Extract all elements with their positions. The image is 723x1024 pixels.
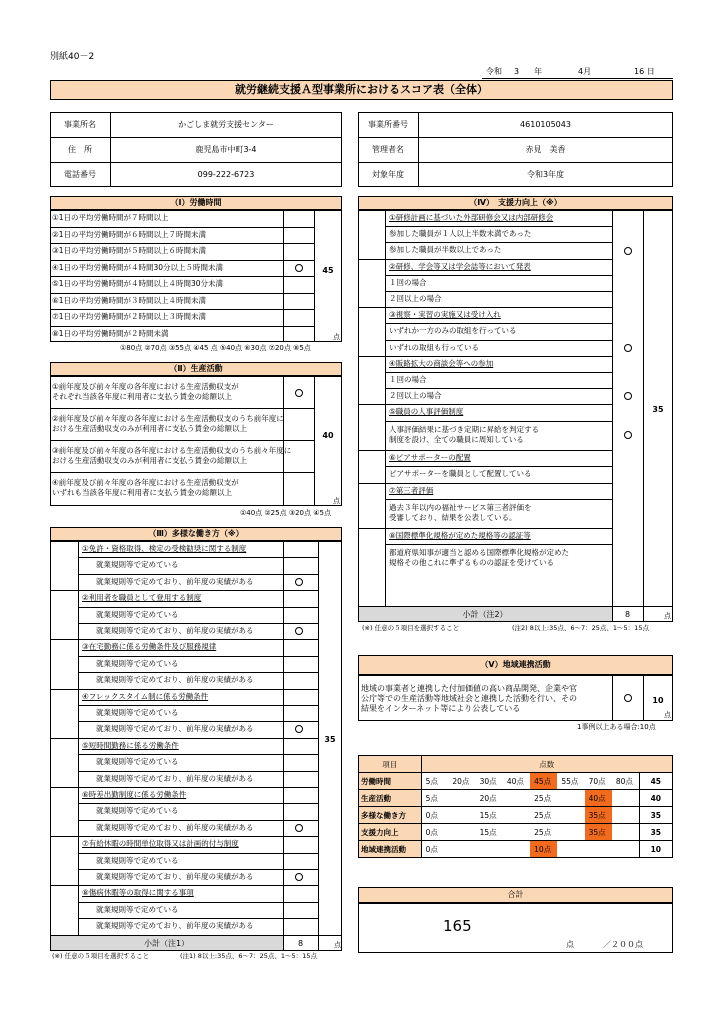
section-4-subtotal-label: 小計（注2）	[462, 610, 508, 619]
row-divider	[358, 528, 612, 529]
row-divider	[385, 242, 612, 243]
summary-points-cell: 20点	[476, 790, 503, 807]
row-divider	[385, 291, 612, 292]
row-divider	[50, 276, 314, 277]
row-divider	[50, 227, 314, 228]
row-divider	[78, 853, 318, 854]
row-divider	[50, 243, 314, 244]
row-divider	[50, 590, 318, 591]
summary-points-cell	[612, 790, 639, 807]
row-divider	[50, 836, 318, 837]
section-5-note: 1事例以上ある場合:10点	[577, 723, 656, 731]
row-divider	[78, 623, 318, 624]
support-group-title: ⑥ピアサポーターの配置	[389, 453, 471, 463]
section-3-subtotal-label: 小計（注1）	[143, 939, 190, 948]
row-divider	[78, 721, 318, 722]
summary-points-cell: 40点	[503, 773, 530, 790]
row-divider	[50, 639, 318, 640]
work-style-option: 就業規則等で定めており、前年度の実績がある	[96, 872, 254, 881]
section-4-title: （Ⅳ） 支援力向上（※）	[469, 198, 562, 207]
summary-points-cell: 15点	[476, 824, 503, 841]
production-option-line-2: おける生産活動収支のみが利用者に支払う賃金の総額以上	[52, 424, 247, 433]
summary-points-cell: 20点	[448, 773, 475, 790]
summary-row-total: 10	[639, 841, 672, 858]
support-group-title: ②研修、学会等又は学会誌等において発表	[389, 261, 531, 271]
work-style-option: 就業規則等で定めている	[96, 708, 179, 717]
selected-circle-icon	[624, 247, 632, 255]
selected-circle-icon	[295, 627, 303, 635]
production-option-line-1: ①前年度及び前々年度の各年度における生産活動収支が	[52, 382, 239, 391]
summary-points-cell	[557, 824, 584, 841]
summary-row-total: 40	[639, 790, 672, 807]
total-label: 合計	[507, 890, 524, 899]
section-5-text-3: 結果をインターネット等により公表している	[361, 704, 521, 713]
row-divider	[385, 544, 612, 545]
row-divider	[78, 803, 318, 804]
summary-row-label: 地域連携活動	[359, 841, 422, 858]
support-option: １回の場合	[389, 375, 427, 384]
selected-circle-icon	[295, 264, 303, 272]
summary-points-cell	[557, 841, 584, 858]
section-5-unit: 点	[664, 711, 671, 719]
section-3-subtotal-value: 8	[297, 939, 304, 948]
work-style-option: 就業規則等で定めており、前年度の実績がある	[96, 822, 254, 832]
work-style-group-title: ④フレックスタイム制に係る労働条件	[82, 691, 209, 701]
support-option-line-1: 人事評価結果に基づき定期に昇給を判定する	[389, 424, 539, 434]
target-year-label: 対象年度	[372, 170, 404, 179]
manager-label: 管理者名	[372, 145, 404, 154]
summary-points-cell	[448, 841, 475, 858]
work-style-option: 就業規則等で定めている	[96, 904, 179, 914]
selected-circle-icon	[295, 389, 303, 397]
support-group-title: ⑦第三者評価	[389, 485, 434, 495]
page-title: 就労継続支援Ａ型事業所におけるスコア表（全体）	[235, 83, 488, 96]
support-option-line-2: 制度を設け、全ての職員に周知している	[389, 434, 524, 444]
working-hours-option: ⑦1日の平均労働時間が２時間以上３時間未満	[52, 312, 206, 321]
support-option: いずれの取組も行っている	[389, 342, 479, 352]
summary-points-cell	[503, 790, 530, 807]
support-option: ２回以上の場合	[389, 391, 442, 401]
row-divider	[358, 404, 612, 405]
total-value: 165	[443, 917, 472, 935]
row-divider	[50, 738, 318, 739]
row-divider	[385, 466, 612, 467]
section-1-unit: 点	[333, 333, 340, 341]
row-divider	[78, 672, 318, 673]
section-3-note-left: (※) 任意の５項目を選択すること	[52, 952, 150, 960]
office-number-value: 4610105043	[520, 120, 571, 129]
summary-points-cell: 70点	[585, 773, 612, 790]
summary-item-header: 項目	[359, 756, 422, 773]
work-style-option: 就業規則等で定めており、前年度の実績がある	[96, 773, 254, 783]
section-1-legend: ①80点 ②70点 ③55点 ④45 点 ⑤40点 ⑥30点 ⑦20点 ⑧5点	[120, 344, 311, 352]
manager-value: 赤見 美香	[525, 145, 566, 154]
working-hours-option: ①1日の平均労働時間が７時間以上	[52, 213, 169, 222]
summary-row-total: 45	[639, 773, 672, 790]
summary-points-cell: 25点	[530, 824, 557, 841]
row-divider	[78, 869, 318, 870]
summary-points-cell	[503, 807, 530, 824]
row-divider	[385, 226, 612, 227]
summary-points-cell	[448, 824, 475, 841]
office-number-label: 事業所番号	[368, 120, 408, 129]
work-style-option: 就業規則等で定めている	[96, 658, 179, 668]
working-hours-option: ④1日の平均労働時間が４時間30分以上５時間未満	[52, 262, 224, 272]
section-2-title: （Ⅱ）生産活動	[169, 364, 223, 373]
phone-label: 電話番号	[64, 170, 96, 179]
work-style-option: 就業規則等で定めており、前年度の実績がある	[96, 921, 254, 931]
row-divider	[358, 259, 612, 260]
summary-points-cell: 0点	[421, 807, 448, 824]
selected-circle-icon	[295, 824, 303, 832]
row-divider	[358, 356, 612, 357]
summary-points-cell	[557, 790, 584, 807]
row-divider	[385, 388, 612, 389]
summary-points-cell	[448, 790, 475, 807]
row-divider	[385, 372, 612, 373]
row-divider	[50, 326, 314, 327]
target-year-value: 令和3年度	[526, 170, 565, 179]
row-divider	[358, 483, 612, 484]
support-group-title: ④販路拡大の商談会等への参加	[389, 358, 494, 368]
section-3-title: （Ⅲ）多様な働き方（※）	[148, 529, 244, 538]
address-label: 住 所	[68, 145, 92, 154]
section-4-unit: 点	[664, 612, 671, 620]
summary-points-cell: 25点	[530, 807, 557, 824]
working-hours-option: ⑧1日の平均労働時間が２時間未満	[52, 328, 169, 338]
row-divider	[385, 499, 612, 500]
support-option-line-1: 過去３年以内の福祉サービス第三者評価を	[389, 502, 532, 512]
summary-points-cell: 0点	[421, 824, 448, 841]
office-name-label: 事業所名	[64, 120, 96, 129]
production-option-line-1: ④前年度及び前々年度の各年度における生産活動収支が	[52, 478, 239, 487]
working-hours-option: ⑤1日の平均労働時間が４時間以上４時間30分未満	[52, 279, 224, 288]
work-style-group-title: ①免許・資格取得、検定の受検勧奨に関する制度	[82, 544, 247, 553]
support-option-line-2: 規格その他これに準ずるものの認証を受けている	[389, 558, 554, 568]
section-5-text-1: 地域の事業者と連携した付加価値の高い商品開発、企業や官	[361, 684, 577, 693]
support-option: 参加した職員が半数以上であった	[389, 245, 502, 255]
total-unit: 点	[566, 940, 574, 949]
row-divider	[78, 557, 318, 558]
row-divider	[78, 574, 318, 575]
summary-points-cell	[448, 807, 475, 824]
summary-points-cell	[503, 824, 530, 841]
production-option-line-1: ②前年度及び前々年度の各年度における生産活動収支のうち前年度に	[52, 414, 284, 423]
work-style-option: 就業規則等で定めている	[96, 560, 179, 570]
row-divider	[385, 323, 612, 324]
office-name-value: かごしま就労支援センター	[178, 120, 274, 129]
summary-points-cell: 0点	[421, 841, 448, 858]
row-divider	[78, 771, 318, 772]
row-divider	[78, 705, 318, 706]
support-option: １回の場合	[389, 277, 427, 287]
row-divider	[358, 450, 612, 451]
row-divider	[78, 607, 318, 608]
section-5-title: （Ⅴ）地域連携活動	[480, 660, 551, 669]
working-hours-option: ⑥1日の平均労働時間が３時間以上４時間未満	[52, 295, 206, 305]
working-hours-option: ②1日の平均労働時間が６時間以上７時間未満	[52, 229, 206, 239]
section-3-unit: 点	[334, 941, 341, 949]
summary-points-header: 点数	[421, 756, 672, 773]
support-option: ２回以上の場合	[389, 294, 442, 303]
support-group-title: ③視察・実習の実施又は受け入れ	[389, 310, 501, 320]
summary-points-cell	[503, 841, 530, 858]
row-divider	[385, 421, 612, 422]
support-group-title: ①研修計画に基づいた外部研修会又は内部研修会	[389, 213, 554, 222]
work-style-option: 就業規則等で定めており、前年度の実績がある	[96, 675, 254, 685]
support-option-line-1: 都道府県知事が適当と認める国際標準化規格が定めた	[389, 548, 569, 558]
row-divider	[50, 689, 318, 690]
date-era: 令和	[486, 67, 502, 76]
row-divider	[78, 820, 318, 821]
score-summary-table	[358, 755, 673, 858]
row-divider	[50, 885, 318, 886]
summary-points-cell: 45点	[530, 773, 557, 790]
support-group-title: ⑤職員の人事評価制度	[389, 407, 464, 417]
selected-circle-icon	[295, 873, 303, 881]
selected-circle-icon	[295, 578, 303, 586]
work-style-option: 就業規則等で定めている	[96, 806, 179, 816]
phone-value: 099-222-6723	[197, 170, 255, 179]
summary-row-total: 35	[639, 824, 672, 841]
work-style-group-title: ⑦有給休暇の時間単位取得又は計画的付与制度	[82, 839, 239, 849]
summary-row-label: 労働時間	[359, 773, 422, 790]
section-2-score: 40	[322, 431, 334, 440]
work-style-option: 就業規則等で定めており、前年度の実績がある	[96, 626, 254, 635]
row-divider	[385, 275, 612, 276]
work-style-group-title: ③在宅勤務に係る労働条件及び服務規律	[82, 642, 217, 652]
summary-points-cell	[476, 841, 503, 858]
row-divider	[78, 902, 318, 903]
section-4-score: 35	[652, 405, 664, 414]
production-option-line-2: いずれも当該各年度に利用者に支払う賃金の総額以上	[52, 488, 232, 497]
summary-points-cell: 40点	[585, 790, 612, 807]
summary-points-cell: 30点	[476, 773, 503, 790]
document-reference: 別紙40－2	[50, 52, 95, 62]
summary-points-cell: 80点	[612, 773, 639, 790]
date-year-unit: 年	[534, 67, 542, 76]
row-divider	[50, 787, 318, 788]
selected-circle-icon	[624, 344, 632, 352]
production-option-line-2: それぞれ当該各年度に利用者に支払う賃金の総額以上	[52, 392, 232, 401]
date-year: 3	[514, 67, 520, 76]
summary-points-cell: 35点	[585, 824, 612, 841]
summary-points-cell: 15点	[476, 807, 503, 824]
summary-points-cell: 25点	[530, 790, 557, 807]
work-style-option: 就業規則等で定めている	[96, 609, 179, 619]
summary-points-cell	[612, 807, 639, 824]
row-divider	[78, 918, 318, 919]
production-option-line-1: ③前年度及び前々年度の各年度における生産活動収支のうち前々年度に	[52, 446, 292, 455]
row-divider	[78, 656, 318, 657]
production-option-line-2: おける生産活動収支のみが利用者に支払う賃金の総額以上	[52, 456, 247, 465]
summary-points-cell: 55点	[557, 773, 584, 790]
work-style-group-title: ⑥時差出勤制度に係る労働条件	[82, 790, 187, 799]
row-divider	[50, 293, 314, 294]
row-divider	[50, 260, 314, 261]
work-style-option: 就業規則等で定めている	[96, 855, 179, 865]
section-4-note-right: (注2) 8以上:35点、6～7：25点、1～5：15点	[512, 624, 649, 632]
summary-points-cell: 10点	[530, 841, 557, 858]
support-option-line-2: 受審しており、結果を公表している。	[389, 512, 517, 522]
summary-row-label: 生産活動	[359, 790, 422, 807]
work-style-option: 就業規則等で定めている	[96, 757, 179, 767]
selected-circle-icon	[624, 694, 632, 702]
total-max: ／２００点	[603, 940, 643, 949]
summary-points-cell	[585, 841, 612, 858]
summary-row-label: 支援力向上	[359, 824, 422, 841]
section-2-unit: 点	[333, 497, 340, 505]
section-1-score: 45	[322, 266, 334, 275]
summary-points-cell	[612, 841, 639, 858]
summary-row-total: 35	[639, 807, 672, 824]
section-3-score: 35	[324, 735, 336, 744]
section-2-legend: ①40点 ②25点 ③20点 ④5点	[240, 509, 331, 517]
section-4-note-left: (※) 任意の５項目を選択すること	[362, 624, 460, 632]
row-divider	[78, 754, 318, 755]
date-month: 4月	[578, 67, 592, 76]
work-style-group-title: ②利用者を職員として登用する制度	[82, 593, 202, 603]
work-style-option: 就業規則等で定めており、前年度の実績がある	[96, 724, 254, 734]
section-4-subtotal-value: 8	[624, 610, 631, 619]
section-5-score: 10	[652, 696, 664, 705]
summary-row-label: 多様な働き方	[359, 807, 422, 824]
section-5-text-2: 公庁等での生産活動等地域社会と連携した活動を行い、その	[361, 694, 577, 703]
working-hours-option: ③1日の平均労働時間が５時間以上６時間未満	[52, 246, 206, 255]
summary-points-cell	[612, 824, 639, 841]
summary-points-cell: 5点	[421, 773, 448, 790]
work-style-option: 就業規則等で定めており、前年度の実績がある	[96, 576, 254, 586]
summary-points-cell	[557, 807, 584, 824]
date-day: 16 日	[634, 67, 655, 76]
work-style-group-title: ⑧傷病休暇等の取得に関する事項	[82, 888, 194, 898]
support-option: いずれか一方のみの取組を行っている	[389, 326, 517, 336]
section-1-title: （Ⅰ）労働時間	[170, 198, 222, 207]
support-option: ピアサポーターを職員として配置している	[389, 469, 532, 479]
row-divider	[50, 309, 314, 310]
support-option: 参加した職員が１人以上半数未満であった	[389, 229, 532, 239]
row-divider	[385, 340, 612, 341]
summary-points-cell: 5点	[421, 790, 448, 807]
summary-points-cell: 35点	[585, 807, 612, 824]
work-style-group-title: ⑤短時間勤務に係る労働条件	[82, 740, 179, 750]
section-3-note-right: (注1) 8以上:35点、6～7：25点、1～5：15点	[180, 952, 317, 960]
address-value: 鹿児島市中町3-4	[195, 145, 257, 154]
support-group-title: ⑧国際標準化規格が定めた規格等の認証等	[389, 531, 531, 541]
row-divider	[358, 307, 612, 308]
